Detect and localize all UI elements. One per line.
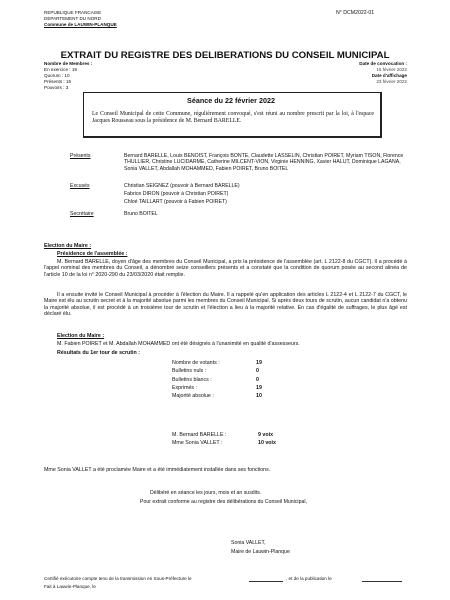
candidate-votes: 10 voix	[258, 440, 276, 447]
table-row	[172, 383, 262, 391]
excuses-label: Excusés	[70, 183, 90, 189]
excuse-line: Christian SEIGNEZ (pouvoir à Bernard BARELLE)	[124, 183, 240, 189]
members-presents: Présents : 16	[44, 79, 72, 84]
table-row	[172, 438, 276, 446]
header-republique: REPUBLIQUE FRANCAISE	[44, 10, 102, 15]
convocation-label: Date de convocation :	[359, 61, 407, 66]
table-row	[172, 375, 262, 383]
seance-text: Le Conseil Municipal de cette Commune, régulièrement convoqué, s'est réuni au nombre prescrit par la loi, à l'espace Jacques Rousseau sous la présidence de M. Bernard BARELLE.	[92, 111, 374, 125]
header-departement: DEPARTEMENT DU NORD	[44, 16, 101, 21]
signature-name: Sonia VALLET,	[231, 540, 266, 546]
result-value: 0	[256, 376, 259, 383]
candidate-label: M. Bernard BARELLE :	[172, 432, 227, 438]
result-value: 19	[256, 360, 262, 366]
affichage-label: Date d'affichage	[371, 73, 407, 78]
result-value: 19	[256, 384, 262, 391]
result-label: Nombre de votants :	[172, 360, 220, 366]
result-label: Exprimés :	[172, 384, 198, 391]
candidate-votes: 9 voix	[258, 432, 274, 438]
presents-label: Présents	[70, 153, 91, 159]
members-pouvoirs: Pouvoirs : 3	[44, 85, 69, 90]
members-quorum: Quorum : 10	[44, 73, 70, 78]
election-paragraph-2: Il a ensuite invité le Conseil Municipal à procéder à l'élection du Maire. Il a rappelé qu'en application des articles L 2122-4 et L 2122-7 du CGCT, le Maire est élu au scrutin secret et à la majorité absolue parmi les membres du Conseil Municipal. Si après deux tours de scrutin, aucun candidat n'a obtenu la majorité absolue, il est procédé à un troisième tour de scrutin et l'élection a lieu à la majorité relative. En cas d'égalité de suffrages, le plus âgé est déclaré élu.	[44, 292, 407, 317]
election-heading: Election du Maire :	[44, 243, 92, 249]
result-label: Bulletins blancs :	[172, 376, 212, 383]
closing-line-2: Pour extrait conforme au registre des délibérations du Conseil Municipal,	[140, 499, 307, 505]
footer-date-blank	[249, 581, 283, 582]
footer-publication: , et de la publication le	[286, 576, 332, 581]
doc-number: N° DCM2022-01	[336, 10, 375, 16]
candidates-table	[172, 432, 276, 447]
closing-line-1: Délibéré en séance les jours, mois et an susdits.	[150, 490, 262, 496]
table-row	[172, 432, 276, 438]
footer-date-blank	[362, 581, 402, 582]
document-title: EXTRAIT DU REGISTRE DES DELIBERATIONS DU CONSEIL MUNICIPAL	[60, 50, 390, 61]
candidate-label: Mme Sonia VALLET :	[172, 440, 223, 447]
assesseurs-text: M. Fabien POIRET et M. Abdallah MOHAMMED ont été désignés à l'unanimité en qualité d'assesseurs.	[57, 341, 300, 347]
proclamation-text: Mme Sonia VALLET a été proclamée Maire et a été immédiatement installée dans ses fonctions.	[44, 467, 271, 473]
seance-title: Séance du 22 février 2022	[187, 96, 275, 105]
footer-executoire: Certifié exécutoire compte tenu de la transmission en Sous-Préfecture le	[44, 576, 192, 581]
presents-list: Bernard BARELLE, Louis BENOIST, François BONTE, Claudette LASSELIN, Christian POIRET, Myriam TISON, Florence THULLIER, Christine LUCIDARME, Catherine MILCENT-VION, Virginie HENNING, Xavier HALUT, Dominique LAGANA, Sonia VALLET, Abdallah MOHAMMED, Fabien POIRET, Bruno BOITEL	[124, 153, 404, 172]
members-en-exercice: En exercice : 19	[44, 67, 77, 72]
excuse-line: Chloé TAILLART (pouvoir à Fabien POIRET)	[124, 199, 227, 205]
excuse-line: Fabrice DIRON (pouvoir à Christian POIRET)	[124, 191, 229, 197]
maire-heading: Election du Maire :	[57, 333, 105, 339]
footer-fait-a: Fait à Lauwin-Planque, le	[44, 584, 96, 589]
result-label: Bulletins nuls :	[172, 368, 207, 375]
header-commune: Commune de LAUWIN-PLANQUE	[44, 22, 117, 27]
results-table	[172, 360, 262, 399]
results-heading: Résultats du 1er tour de scrutin :	[57, 350, 140, 356]
table-row	[172, 391, 262, 399]
secretaire-label: Secrétaire	[70, 211, 94, 217]
presidence-heading: Présidence de l'assemblée :	[57, 251, 128, 257]
affichage-date: 23 février 2022	[376, 79, 407, 84]
members-heading: Nombre de Membres :	[44, 61, 93, 66]
result-value: 10	[256, 393, 262, 400]
result-value: 0	[256, 368, 259, 375]
election-paragraph-1: M. Bernard BARELLE, doyen d'âge des membres du Conseil Municipal, a pris la présidence de l'assemblée (art. L 2122-8 du CGCT). Il a procédé à l'appel nominal des membres du Conseil, a dénombré seize conseillers présents et a constaté que la condition de quorum posée au second alinéa de l'article 10 de la loi n° 2020-290 du 23/03/2020 était remplie.	[44, 259, 407, 278]
signature-role: Maire de Lauwin-Planque	[231, 549, 290, 555]
convocation-date: 15 février 2022	[376, 67, 407, 72]
secretaire-name: Bruno BOITEL	[124, 211, 158, 217]
result-label: Majorité absolue :	[172, 393, 214, 400]
table-row	[172, 366, 262, 374]
